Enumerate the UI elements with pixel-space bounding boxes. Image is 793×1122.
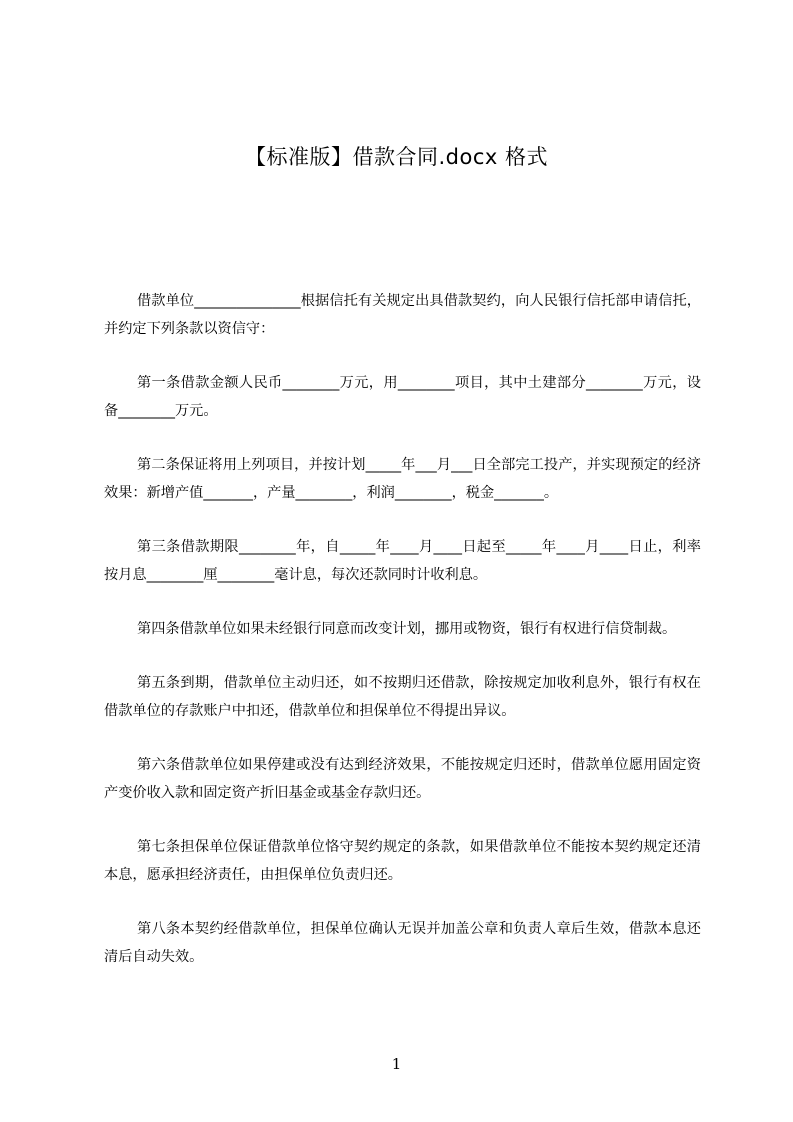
paragraph-article-3: 第三条借款期限________年，自_____年____月____日起至_____年____月____日止，利率按月息________厘________毫计息，每次还款同时计收利息。: [104, 539, 701, 583]
page-number: 1: [391, 1055, 402, 1073]
paragraph-article-7: 第七条担保单位保证借款单位恪守契约规定的条款，如果借款单位不能按本契约规定还清本息，愿承担经济责任，由担保单位负责归还。: [104, 839, 701, 883]
paragraph-article-4: 第四条借款单位如果未经银行同意而改变计划，挪用或物资，银行有权进行信贷制裁。: [137, 621, 677, 637]
paragraph-article-2: 第二条保证将用上列项目，并按计划_____年___月___日全部完工投产，并实现预定的经济效果：新增产值_______，产量________，利润________，税金_______。: [104, 457, 701, 501]
paragraph-article-5: 第五条到期，借款单位主动归还，如不按期归还借款，除按规定加收利息外，银行有权在借款单位的存款账户中扣还，借款单位和担保单位不得提出异议。: [104, 675, 701, 719]
document-body: [104, 287, 701, 997]
paragraph-article-1: 第一条借款金额人民币________万元，用________项目，其中土建部分________万元，设备________万元。: [104, 375, 701, 419]
document-title: 【标准版】借款合同.docx 格式: [244, 145, 548, 169]
paragraph-article-6: 第六条借款单位如果停建或没有达到经济效果，不能按规定归还时，借款单位愿用固定资产变价收入款和固定资产折旧基金或基金存款归还。: [104, 757, 701, 801]
paragraph-preamble: 借款单位_______________根据信托有关规定出具借款契约，向人民银行信托部申请信托，并约定下列条款以资信守：: [104, 293, 701, 337]
paragraph-article-8: 第八条本契约经借款单位，担保单位确认无误并加盖公章和负责人章后生效，借款本息还清后自动失效。: [104, 921, 701, 965]
